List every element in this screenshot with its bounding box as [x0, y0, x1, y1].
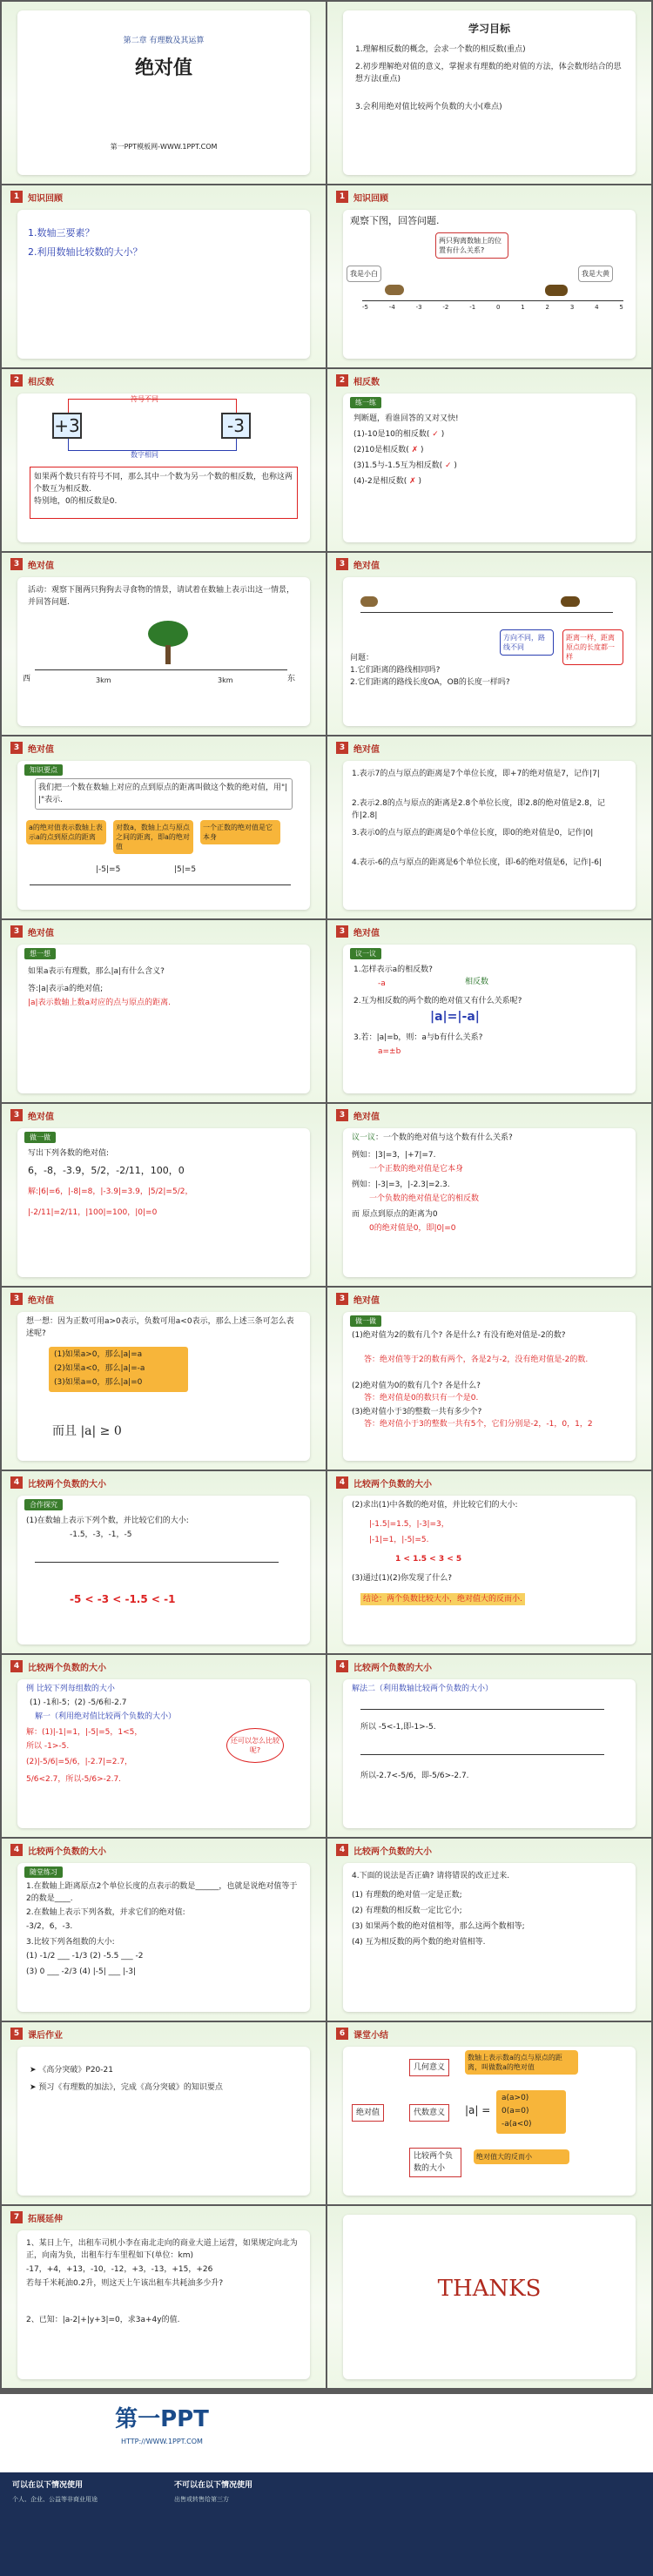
note-3: 一个正数的绝对值是它本身	[200, 820, 280, 844]
abs-formula: |a| =	[465, 2104, 491, 2116]
bottom-label: 数字相同	[131, 451, 158, 459]
section-title: 绝对值	[28, 1296, 54, 1306]
question: 议一议：一个数的绝对值与这个数有什么关系?	[352, 1133, 513, 1142]
practice-tag: 随堂练习	[24, 1866, 63, 1878]
number-axis	[30, 884, 291, 885]
question-3: (3)绝对值小于3的整数一共有多少个?	[352, 1408, 482, 1416]
answer-1: -a	[378, 979, 386, 988]
tree-icon	[148, 621, 188, 647]
axis-label: 4	[595, 304, 599, 311]
section-title: 绝对值	[28, 745, 54, 755]
problem-2: 2、已知：|a-2|+|y+3|=0，求3a+4y的值.	[26, 2316, 180, 2324]
axis-label: 5	[619, 304, 623, 311]
conclusion: 结论：两个负数比较大小，绝对值大的反而小.	[360, 1593, 525, 1605]
slide-opposite-2	[327, 369, 651, 551]
result-2: |-1|=1，|-5|=5.	[369, 1536, 429, 1544]
east-label: 东	[287, 675, 296, 683]
compare-rule: 绝对值大的反而小	[474, 2149, 569, 2164]
section-title: 知识回顾	[28, 194, 63, 204]
slide-opposite-1	[2, 369, 326, 551]
question-1: 1.数轴三要素？	[28, 227, 95, 239]
section-number: 3	[10, 558, 23, 570]
slide-review-1	[2, 185, 326, 367]
practice-2-nums: -3/2，6，-3.	[26, 1922, 73, 1931]
section-number: 3	[10, 1109, 23, 1121]
practice-2: 2.在数轴上表示下列各数，并求它们的绝对值:	[26, 1908, 185, 1917]
section-number: 3	[10, 742, 23, 754]
definition-text: 如果两个数只有符号不同，那么其中一个数为另一个数的相反数，也称这两个数互为相反数.	[34, 473, 293, 494]
statement-1: (1) 有理数的绝对值一定是正数;	[352, 1891, 462, 1900]
section-number: 2	[336, 374, 348, 387]
problem-1: 1、某日上午，出租车司机小李在南北走向的商业大道上运营，如果规定向北为正，向南为负，出租车行车里程如下(单位：km)	[26, 2239, 298, 2260]
number-axis	[362, 300, 623, 301]
geometric-meaning: 数轴上表示数a的点与原点的距离，叫做数a的绝对值	[465, 2050, 578, 2075]
section-number: 2	[10, 374, 23, 387]
statement-2: (2) 有理数的相反数一定比它小;	[352, 1907, 462, 1915]
case-negative: -a(a<0)	[502, 2120, 532, 2129]
practice-tag: 做一做	[24, 1132, 56, 1143]
objective-2: 2.初步理解绝对值的意义，掌握求有理数的绝对值的方法，体会数形结合的思想方法(重点)	[355, 63, 622, 84]
step-2: 所以-2.7<-5/6，即-5/6>-2.7.	[360, 1772, 469, 1780]
abs-line-2: 2.表示2.8的点与原点的距离是2.8个单位长度，即2.8的绝对值是2.8，记作|2.8|	[352, 799, 605, 820]
section-number: 3	[10, 925, 23, 938]
footer-info	[0, 2472, 653, 2576]
slide-objectives	[327, 2, 651, 184]
section-title: 比较两个负数的大小	[353, 1480, 432, 1490]
number-axis-1	[360, 1709, 604, 1710]
activity-text: 活动：观察下图两只狗狗去寻食物的情景，请试着在数轴上表示出这一情景，并回答问题.	[28, 586, 295, 607]
section-number: 4	[336, 1476, 348, 1489]
section-number: 4	[336, 1660, 348, 1672]
judge-item-3: (3)1.5与-1.5互为相反数( ✓ )	[353, 461, 457, 470]
section-title: 绝对值	[28, 1113, 54, 1122]
section-number: 3	[336, 925, 348, 938]
cross-icon: ✗	[409, 477, 416, 486]
section-number: 3	[336, 1293, 348, 1305]
item-text: (3)1.5与-1.5互为相反数(	[353, 461, 443, 470]
lead-text: 想一想：因为正数可用a>0表示，负数可用a<0表示，那么上述三条可怎么表述呢?	[26, 1317, 294, 1338]
slide-review-2	[327, 185, 651, 367]
cases-box	[49, 1347, 188, 1392]
ground-line	[35, 669, 287, 670]
distance-right: 3km	[218, 676, 233, 684]
section-number: 6	[336, 2028, 348, 2040]
answer-1: 答:|a|表示a的绝对值;	[28, 985, 104, 993]
dog-bubble: 两只狗离数轴上的位置有什么关系?	[435, 232, 508, 259]
check-icon: ✓	[445, 461, 452, 470]
judge-item-4: (4)-2是相反数( ✗ )	[353, 477, 422, 486]
lead-text: 写出下列各数的绝对值:	[28, 1149, 110, 1158]
section-number: 4	[10, 1844, 23, 1856]
lead-text: 4.下面的说法是否正确? 请将错误的改正过来.	[352, 1872, 510, 1880]
answer-label: 相反数	[465, 978, 489, 986]
section-number: 3	[10, 1293, 23, 1305]
judge-item-1: (1)-10是10的相反数( ✓ )	[353, 430, 445, 439]
slide-summary	[327, 2022, 651, 2204]
solution-1: 解：(1)|-1|=1，|-5|=5，1<5，	[26, 1728, 143, 1737]
rule-2: 一个负数的绝对值是它的相反数	[369, 1194, 480, 1203]
think-tag: 想一想	[24, 948, 56, 959]
section-number: 7	[10, 2211, 23, 2223]
axis-label: 1	[521, 304, 525, 311]
case-zero: 0(a=0)	[502, 2107, 529, 2115]
plus-three: +3	[52, 413, 82, 439]
slide-compare-4	[327, 1655, 651, 1837]
numbers: -1.5，-3，-1，-5	[70, 1530, 132, 1539]
axis-label: 2	[545, 304, 550, 311]
section-number: 3	[336, 558, 348, 570]
section-title: 比较两个负数的大小	[28, 1480, 106, 1490]
answer-3: 答：绝对值小于3的整数一共有5个，它们分别是-2，-1，0，1，2	[364, 1420, 593, 1429]
section-number: 3	[336, 742, 348, 754]
footer-url[interactable]: HTTP://WWW.1PPT.COM	[121, 2438, 203, 2445]
axis-label: 0	[495, 304, 501, 311]
answer-1: 答：绝对值等于2的数有两个，各是2与-2，没有绝对值是-2的数.	[364, 1355, 589, 1364]
answer-line-2: |-2/11|=2/11，|100|=100，|0|=0	[28, 1208, 158, 1217]
slide-abs-2	[327, 553, 651, 735]
note-direction: 方向不同，路线不同	[500, 629, 554, 656]
objective-1: 1.理解相反数的概念，会求一个数的相反数(重点)	[355, 45, 526, 54]
question-3: 3.若：|a|=b，则：a与b有什么关系?	[353, 1033, 483, 1042]
section-title: 课堂小结	[353, 2031, 388, 2041]
solution-4: 5/6<2.7，所以-5/6>-2.7.	[26, 1775, 122, 1784]
branch-compare: 比较两个负数的大小	[409, 2148, 461, 2177]
lead-text: (1)在数轴上表示下列个数，并比较它们的大小:	[26, 1517, 189, 1525]
section-number: 4	[10, 1660, 23, 1672]
formula: |a|=|-a|	[430, 1010, 480, 1024]
dog-icon	[545, 285, 568, 296]
slide-abs-1	[2, 553, 326, 735]
slide-practice	[2, 1839, 326, 2021]
discuss-tag: 议一议	[350, 948, 381, 959]
thanks-text: THANKS	[437, 2276, 542, 2302]
slide-abs-9	[2, 1288, 326, 1470]
answer-2: 答：绝对值是0的数只有一个是0.	[364, 1394, 479, 1402]
dog-icon	[385, 285, 404, 295]
section-title: 比较两个负数的大小	[353, 1847, 432, 1857]
abs-example-2: |5|=5	[174, 865, 197, 874]
final-inequality: 而且 |a| ≥ 0	[52, 1424, 122, 1438]
slide-compare-2	[327, 1471, 651, 1653]
case-3: (3)如果a=0，那么|a|=0	[54, 1378, 143, 1387]
axis-label: -1	[469, 304, 476, 311]
answer-3: a=±b	[378, 1047, 401, 1056]
slide-abs-7	[2, 1104, 326, 1286]
homework-text: 预习《有理数的加法》，完成《高分突破》的知识要点	[38, 2083, 223, 2092]
footer-logo: 第一PPT	[115, 2406, 209, 2432]
allowed-text: 个人、企业、公益等非商业用途	[12, 2496, 98, 2503]
item-text: (2)10是相反数(	[353, 446, 409, 454]
minus-three: -3	[221, 413, 251, 439]
definition-box	[30, 467, 298, 519]
big-dog-label: 我是大黄	[578, 266, 613, 282]
number-axis	[360, 612, 613, 613]
question-text: 如果a表示有理数，那么|a|有什么含义?	[28, 967, 165, 976]
numbers: 6，-8，-3.9，5/2，-2/11，100，0	[28, 1165, 185, 1176]
section-number: 4	[10, 1476, 23, 1489]
question-1: (1)绝对值为2的数有几个? 各是什么? 有没有绝对值是-2的数?	[352, 1331, 566, 1340]
note-1: a的绝对值表示数轴上表示a的点到原点的距离	[26, 820, 106, 844]
slide-title: 绝对值	[134, 57, 192, 79]
statement-4: (4) 互为相反数的两个数的绝对值相等.	[352, 1938, 486, 1947]
disallowed-title: 不可以在以下情况使用	[174, 2481, 253, 2490]
branch-geometric: 几何意义	[409, 2059, 449, 2076]
example-1: 例如：|3|=3，|+7|=7.	[352, 1151, 436, 1160]
method-title: 解法二（利用数轴比较两个负数的大小）	[352, 1685, 494, 1693]
note-distance: 距离一样，距离原点的长度都一样	[562, 629, 623, 665]
example-title: 例 比较下列每组数的大小	[26, 1685, 115, 1693]
question-2: 2.互为相反数的两个数的绝对值又有什么关系呢?	[353, 997, 522, 1006]
solution-3: (2)|-5/6|=5/6，|-2.7|=2.7，	[26, 1758, 133, 1766]
slide-extension	[2, 2206, 326, 2388]
objectives-title: 学习目标	[468, 23, 510, 35]
item-text: (4)-2是相反数(	[353, 477, 407, 486]
abs-example-1: |-5|=5	[96, 865, 121, 874]
question-1: 1.它们距离的路线相同吗?	[350, 666, 441, 675]
section-title: 课后作业	[28, 2031, 63, 2041]
number-axis	[35, 1562, 279, 1563]
footer-logo-area	[0, 2394, 653, 2459]
answer-2: |a|表示数轴上数a对应的点与原点的距离.	[28, 999, 171, 1007]
solution-2: 所以 -1>-5.	[26, 1742, 70, 1751]
tree-trunk-icon	[165, 645, 171, 664]
abs-line-3: 3.表示0的点与原点的距离是0个单位长度，即0的绝对值是0，记作|0|	[352, 829, 594, 837]
homework-text: 《高分突破》P20-21	[38, 2066, 113, 2075]
rule-1: 一个正数的绝对值是它本身	[369, 1165, 464, 1174]
slide-compare-1	[2, 1471, 326, 1653]
example-items: (1) -1和-5；(2) -5/6和-2.7	[30, 1698, 127, 1707]
slide-cover	[2, 2, 326, 184]
hint-bubble: 还可以怎么比较呢?	[226, 1728, 284, 1763]
slide-abs-10	[327, 1288, 651, 1470]
slide-abs-3	[2, 736, 326, 918]
method-title: 解一（利用绝对值比较两个负数的大小）	[35, 1712, 177, 1721]
axis-label: -5	[362, 304, 368, 311]
section-title: 绝对值	[353, 745, 380, 755]
section-title: 绝对值	[353, 929, 380, 938]
item-text: (1)-10是10的相反数(	[353, 430, 430, 439]
number-axis-2	[360, 1754, 604, 1755]
section-title: 比较两个负数的大小	[28, 1664, 106, 1673]
chapter-title: 第二章 有理数及其运算	[123, 37, 205, 45]
slide-compare-3	[2, 1655, 326, 1837]
west-label: 西	[23, 675, 31, 683]
axis-label: -3	[415, 304, 422, 311]
lead-text: 判断题，看谁回答的又对又快!	[353, 414, 459, 423]
question-label: 问题：	[350, 654, 374, 662]
question-2: 2.它们距离的路线长度OA，OB的长度一样吗?	[350, 678, 510, 687]
section-number: 3	[336, 1109, 348, 1121]
section-title: 绝对值	[353, 1113, 380, 1122]
homework-2: ➤ 预习《有理数的加法》，完成《高分突破》的知识要点	[30, 2083, 223, 2092]
result: -5 < -3 < -1.5 < -1	[70, 1593, 176, 1605]
top-label: 符号不同	[131, 395, 158, 403]
section-number: 5	[10, 2028, 23, 2040]
disallowed-text: 出售或转售给第三方	[174, 2496, 229, 2503]
special-text: 特别地，0的相反数是0.	[34, 497, 118, 506]
section-title: 知识回顾	[353, 194, 388, 204]
discuss-tag: 议一议	[352, 1133, 376, 1142]
practice-3-b: (3) 0 ___ -2/3 (4) |-5| ___ |-3|	[26, 1967, 137, 1976]
practice-3-a: (1) -1/2 ___ -1/3 (2) -5.5 ___ -2	[26, 1952, 144, 1961]
distance-left: 3km	[96, 676, 111, 684]
definition-text: 我们把一个数在数轴上对应的点到原点的距离叫做这个数的绝对值，用"| |"表示.	[35, 778, 293, 810]
section-title: 相反数	[353, 378, 380, 387]
branch-algebraic: 代数意义	[409, 2104, 449, 2122]
site-text: 第一PPT模板网-WWW.1PPT.COM	[110, 143, 218, 151]
axis-label: -4	[388, 304, 395, 311]
case-1: (1)如果a>0，那么|a|=a	[54, 1350, 143, 1359]
section-number: 1	[10, 191, 23, 203]
case-positive: a(a>0)	[502, 2094, 529, 2102]
allowed-title: 可以在以下情况使用	[12, 2481, 84, 2490]
cross-icon: ✗	[411, 446, 419, 454]
problem-1-question: 若每千米耗油0.2升，则这天上午该出租车共耗油多少升?	[26, 2279, 224, 2288]
slide-homework	[2, 2022, 326, 2204]
abs-line-4: 4.表示-6的点与原点的距离是6个单位长度，即-6的绝对值是6，记作|-6|	[352, 858, 603, 867]
slide-abs-4	[327, 736, 651, 918]
slide-abs-6	[327, 920, 651, 1102]
lead-text: (2)求出(1)中各数的绝对值，并比较它们的大小:	[352, 1501, 518, 1510]
key-point-tag: 知识要点	[24, 764, 63, 776]
slide-abs-8	[327, 1104, 651, 1286]
axis-label: -2	[442, 304, 449, 311]
small-dog-label: 我是小白	[347, 266, 381, 282]
section-number: 1	[336, 191, 348, 203]
explore-tag: 合作探究	[24, 1499, 63, 1510]
problem-1-data: -17，+4，+13，-10，-12，+3，-13，+15，+26	[26, 2265, 213, 2274]
section-title: 绝对值	[28, 562, 54, 571]
cases-box	[496, 2090, 566, 2134]
example-3: 而 原点到原点的距离为0	[352, 1210, 438, 1219]
result-1: |-1.5|=1.5，|-3|=3，	[369, 1520, 449, 1529]
rule-3: 0的绝对值是0，即|0|=0	[369, 1224, 456, 1233]
section-title: 拓展延伸	[28, 2215, 63, 2224]
section-title: 绝对值	[353, 562, 380, 571]
practice-tag: 做一做	[350, 1315, 381, 1327]
slide-true-false	[327, 1839, 651, 2021]
slide-abs-5	[2, 920, 326, 1102]
check-icon: ✓	[432, 430, 439, 439]
footer-banner	[0, 2394, 653, 2576]
slide-thanks	[327, 2206, 651, 2388]
dog-icon	[360, 596, 378, 607]
section-title: 绝对值	[353, 1296, 380, 1306]
dog-icon	[561, 596, 580, 607]
question-2: 2.利用数轴比较数的大小？	[28, 246, 143, 258]
objective-3: 3.会利用绝对值比较两个负数的大小(难点)	[355, 103, 502, 111]
section-number: 4	[336, 1844, 348, 1856]
practice-1: 1.在数轴上距离原点2个单位长度的点表示的数是______，也就是说绝对值等于2的数是____.	[26, 1882, 298, 1903]
practice-tag: 练一练	[350, 397, 381, 408]
question-1: 1.怎样表示a的相反数?	[353, 965, 433, 974]
summary-root: 绝对值	[352, 2104, 384, 2122]
section-title: 绝对值	[28, 929, 54, 938]
homework-1: ➤ 《高分突破》P20-21	[30, 2066, 113, 2075]
answer-line-1: 解:|6|=6，|-8|=8，|-3.9|=3.9，|5/2|=5/2，	[28, 1187, 193, 1196]
section-title: 比较两个负数的大小	[28, 1847, 106, 1857]
abs-line-1: 1.表示7的点与原点的距离是7个单位长度，即+7的绝对值是7，记作|7|	[352, 770, 600, 778]
question-2: (2)绝对值为0的数有几个? 各是什么?	[352, 1382, 481, 1390]
axis-label: 3	[569, 304, 575, 311]
question-text: 一个数的绝对值与这个数有什么关系?	[383, 1133, 513, 1142]
practice-3: 3.比较下列各组数的大小:	[26, 1938, 115, 1947]
judge-item-2: (2)10是相反数( ✗ )	[353, 446, 424, 454]
note-2: 对数a，数轴上点与原点之间的距离，即a的绝对值	[113, 820, 193, 854]
result-3: 1 < 1.5 < 3 < 5	[395, 1555, 462, 1564]
intro-text: 观察下图，回答问题.	[350, 215, 440, 226]
statement-3: (3) 如果两个数的绝对值相等，那么这两个数相等;	[352, 1922, 525, 1931]
question: (3)通过(1)(2)你发现了什么?	[352, 1574, 453, 1583]
case-2: (2)如果a<0，那么|a|=-a	[54, 1364, 145, 1373]
example-2: 例如：|-3|=3，|-2.3|=2.3.	[352, 1180, 450, 1189]
section-title: 相反数	[28, 378, 54, 387]
step-1: 所以 -5<-1,即-1>-5.	[360, 1723, 436, 1732]
axis-labels	[362, 304, 623, 311]
section-title: 比较两个负数的大小	[353, 1664, 432, 1673]
